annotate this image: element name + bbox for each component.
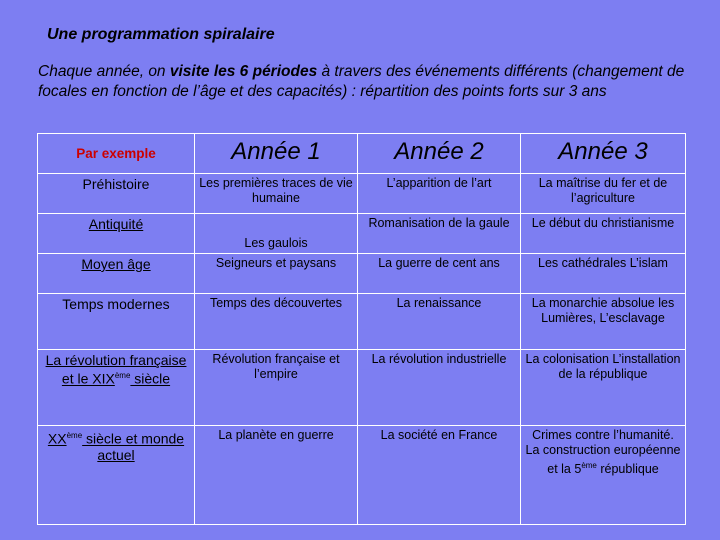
table-cell: L’apparition de l’art [358,174,521,214]
table-cell: La monarchie absolue les Lumières, L’esclavage [521,294,686,350]
table-cell: Le début du christianisme [521,214,686,254]
header-year-3: Année 3 [521,134,686,174]
period-label: Temps modernes [38,294,195,350]
intro-text-2: à travers des événements différents (changement de focales en fonction de l’âge et des capacités) : répartition des points forts sur 3 ans [38,63,685,100]
header-year-2: Année 2 [358,134,521,174]
table-cell: Les premières traces de vie humaine [195,174,358,214]
table-cell: La révolution industrielle [358,350,521,426]
table-cell: Les cathédrales L’islam [521,254,686,294]
programmation-table [37,133,686,525]
table-cell: La maîtrise du fer et de l’agriculture [521,174,686,214]
table-row [38,254,686,294]
table-row [38,174,686,214]
header-year-1: Année 1 [195,134,358,174]
table-cell: La guerre de cent ans [358,254,521,294]
table-cell: La renaissance [358,294,521,350]
table-cell: La planète en guerre [195,426,358,525]
table-row [38,426,686,525]
intro-paragraph [38,62,698,102]
table-cell: Temps des découvertes [195,294,358,350]
table-row [38,214,686,254]
period-label: La révolution française et le XIXème siècle [38,350,195,426]
period-label: Préhistoire [38,174,195,214]
period-label: Antiquité [38,214,195,254]
table-row [38,294,686,350]
period-label: Moyen âge [38,254,195,294]
header-row [38,134,686,174]
table-cell: Les gaulois [195,214,358,254]
table-cell: La colonisation L’installation de la république [521,350,686,426]
intro-text-1: Chaque année, on [38,63,170,80]
intro-text-bold: visite les 6 périodes [169,63,318,80]
corner-label: Par exemple [38,134,195,174]
table-cell: Seigneurs et paysans [195,254,358,294]
table-cell: Romanisation de la gaule [358,214,521,254]
period-label: XXème siècle et monde actuel [38,426,195,525]
table-cell: Crimes contre l’humanité. La construction européenne et la 5ème république [521,426,686,525]
table-row [38,350,686,426]
table-cell: La société en France [358,426,521,525]
page-title: Une programmation spiralaire [47,26,275,43]
table-cell: Révolution française et l’empire [195,350,358,426]
